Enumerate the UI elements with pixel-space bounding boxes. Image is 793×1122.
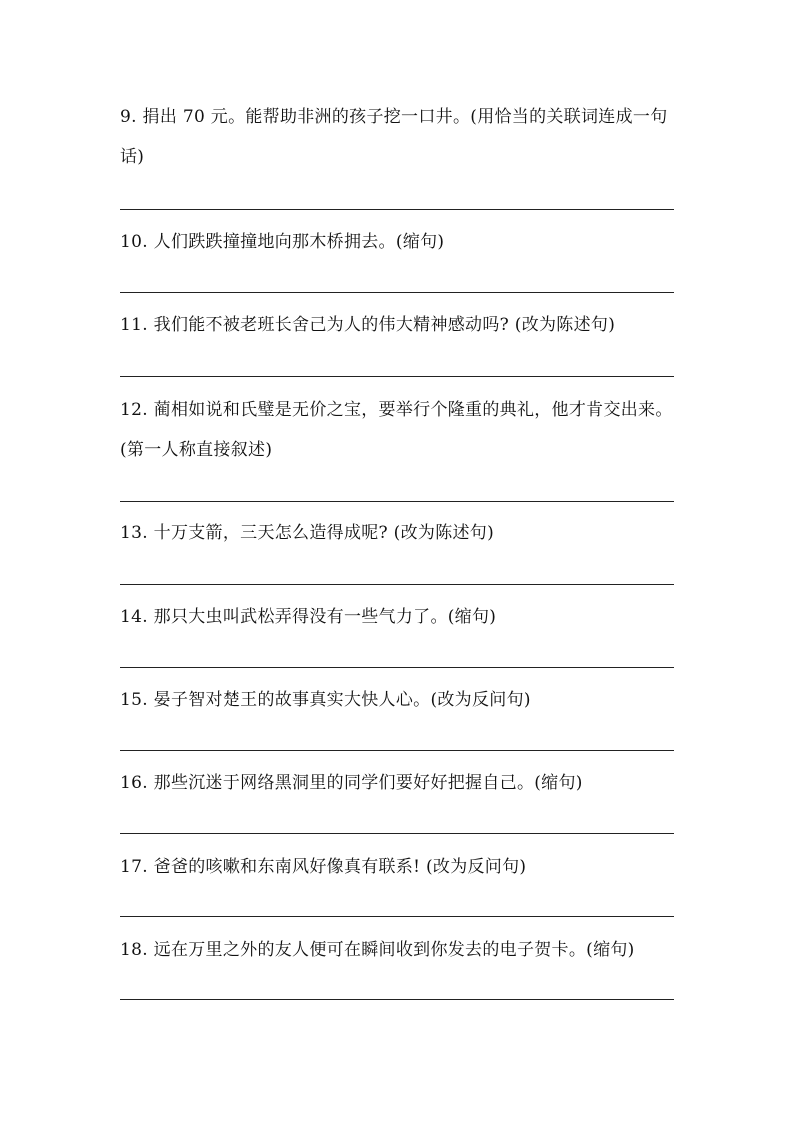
answer-line-11[interactable] — [120, 376, 674, 377]
answer-line-15[interactable] — [120, 750, 674, 751]
answer-line-14[interactable] — [120, 667, 674, 668]
answer-line-17[interactable] — [120, 916, 674, 917]
answer-line-16[interactable] — [120, 833, 674, 834]
answer-line-13[interactable] — [120, 584, 674, 585]
question-12: 12. 蔺相如说和氏璧是无价之宝，要举行个隆重的典礼，他才肯交出来。(第一人称直接叙述) — [120, 400, 673, 460]
question-11: 11. 我们能不被老班长舍己为人的伟大精神感动吗? (改为陈述句) — [120, 315, 616, 335]
question-18: 18. 远在万里之外的友人便可在瞬间收到你发去的电子贺卡。(缩句) — [120, 940, 635, 960]
answer-line-18[interactable] — [120, 999, 674, 1000]
answer-line-9[interactable] — [120, 209, 674, 210]
question-17: 17. 爸爸的咳嗽和东南风好像真有联系! (改为反问句) — [120, 857, 527, 877]
question-15: 15. 晏子智对楚王的故事真实大快人心。(改为反问句) — [120, 690, 531, 710]
question-13: 13. 十万支箭，三天怎么造得成呢? (改为陈述句) — [120, 523, 495, 543]
answer-line-10[interactable] — [120, 292, 674, 293]
question-16: 16. 那些沉迷于网络黑洞里的同学们要好好把握自己。(缩句) — [120, 773, 583, 793]
question-14: 14. 那只大虫叫武松弄得没有一些气力了。(缩句) — [120, 607, 497, 627]
question-10: 10. 人们跌跌撞撞地向那木桥拥去。(缩句) — [120, 232, 445, 252]
question-9: 9. 捐出 70 元。能帮助非洲的孩子挖一口井。(用恰当的关联词连成一句话) — [120, 107, 668, 167]
answer-line-12[interactable] — [120, 501, 674, 502]
